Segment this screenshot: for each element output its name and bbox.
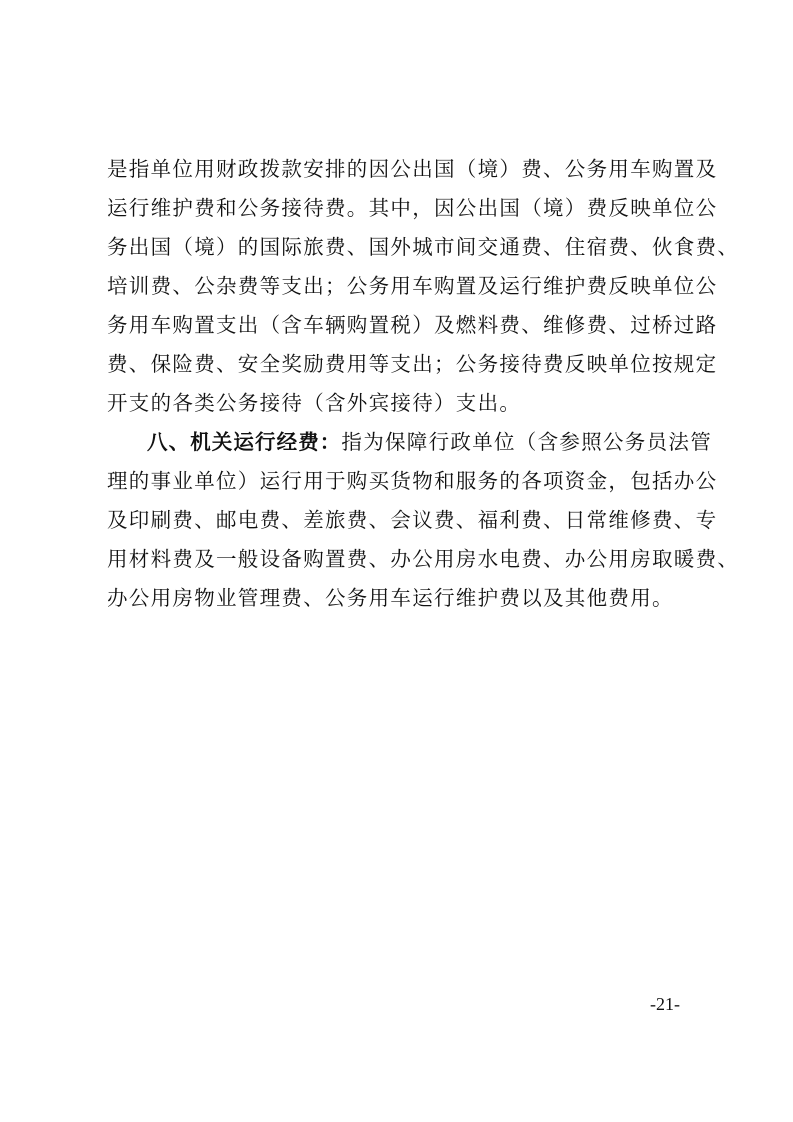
text-line: 用材料费及一般设备购置费、办公用房水电费、办公用房取暖费、 xyxy=(107,547,740,571)
text-line-rest: 指为保障行政单位（含参照公务员法管 xyxy=(341,430,713,454)
text-line: 办公用房物业管理费、公务用车运行维护费以及其他费用。 xyxy=(107,586,674,610)
text-line: 开支的各类公务接待（含外宾接待）支出。 xyxy=(107,391,522,415)
text-line: 务出国（境）的国际旅费、国外城市间交通费、住宿费、伙食费、 xyxy=(107,235,740,259)
text-line: 务用车购置支出（含车辆购置税）及燃料费、维修费、过桥过路 xyxy=(107,313,718,337)
page-number: -21- xyxy=(650,994,680,1014)
body-text xyxy=(107,150,740,618)
text-line: 是指单位用财政拨款安排的因公出国（境）费、公务用车购置及 xyxy=(107,157,718,181)
text-line: 培训费、公杂费等支出；公务用车购置及运行维护费反映单位公 xyxy=(107,274,718,298)
paragraph-continuation xyxy=(107,150,740,423)
text-line: 理的事业单位）运行用于购买货物和服务的各项资金，包括办公 xyxy=(107,469,718,493)
text-line-first xyxy=(107,423,713,462)
text-line: 运行维护费和公务接待费。其中，因公出国（境）费反映单位公 xyxy=(107,196,718,220)
section-heading: 八、机关运行经费： xyxy=(147,430,342,454)
text-line: 费、保险费、安全奖励费用等支出；公务接待费反映单位按规定 xyxy=(107,352,718,376)
text-line: 及印刷费、邮电费、差旅费、会议费、福利费、日常维修费、专 xyxy=(107,508,718,532)
paragraph-operating-expenses xyxy=(107,423,740,618)
